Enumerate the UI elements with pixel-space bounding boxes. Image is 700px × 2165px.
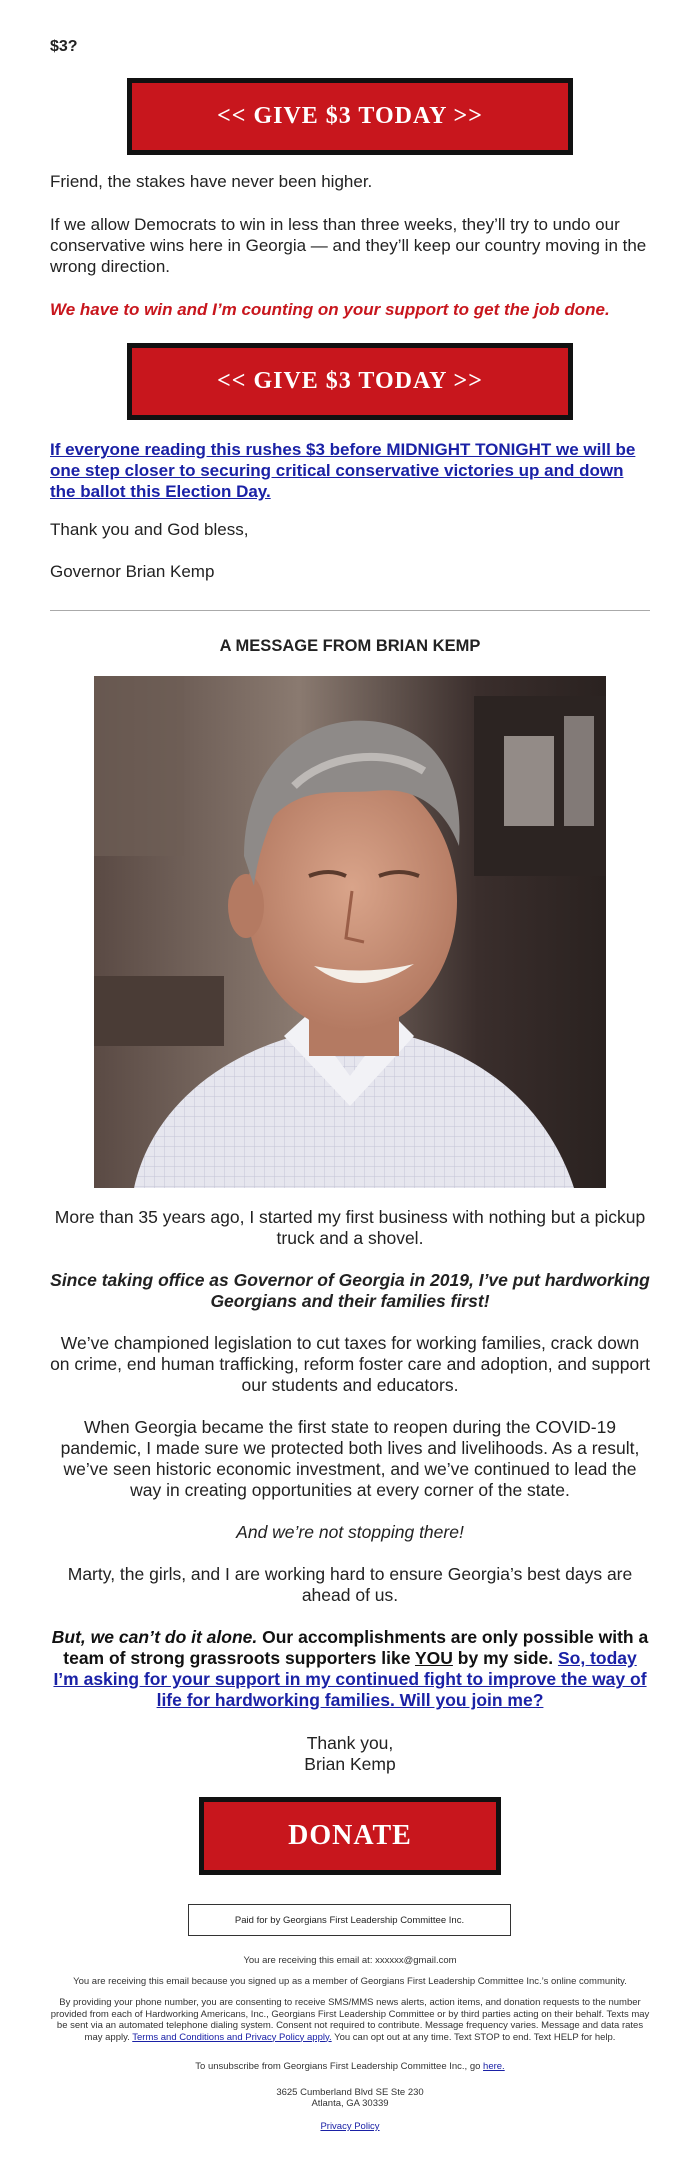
thanks-text: Thank you and God bless, [50,520,249,539]
unsubscribe-text: To unsubscribe from Georgians First Leadership Committee Inc., go [195,2061,484,2072]
paid-for-text: Paid for by Georgians First Leadership Committee Inc. [234,1914,465,1926]
cant-do-it-alone-text: But, we can’t do it alone. [51,1627,258,1647]
address-line-1: 3625 Cumberland Blvd SE Ste 230 [276,2087,424,2098]
give-3-button-top[interactable]: << GIVE $3 TODAY >> [127,78,573,155]
midnight-link[interactable]: If everyone reading this rushes $3 before MIDNIGHT TONIGHT we will be one step closer to securing critical conservative victories up and down the ballot this Election Day. [50,440,636,501]
not-stopping-text: And we’re not stopping there! [236,1522,464,1542]
closing-name: Brian Kemp [304,1754,396,1774]
accomplishments-text: Our accomplishments are only possible with a team of strong grassroots supporters like [63,1627,649,1668]
first-business-paragraph: More than 35 years ago, I started my first business with nothing but a pickup truck and a shovel. [54,1207,646,1248]
opt-out-text: You can opt out at any time. Text STOP to end. Text HELP for help. [331,2031,616,2043]
covid-paragraph: When Georgia became the first state to reopen during the COVID-19 pandemic, I made sure we protected both lives and livelihoods. As a result, we’ve seen historic economic investment, and we’ve continued to lead the way in creating opportunities at every corner of the state. [60,1417,640,1500]
counting-on-you-text: We have to win and I’m counting on your support to get the job done. [50,300,610,319]
greeting-text: Friend, the stakes have never been higher. [50,172,373,191]
closing-thanks: Thank you, [306,1733,394,1753]
privacy-policy-row [50,2121,650,2133]
amount-heading: $3? [50,38,78,55]
privacy-policy-link[interactable]: Privacy Policy [320,2121,380,2132]
support-appeal-paragraph [50,1627,650,1711]
address-line-2: Atlanta, GA 30339 [311,2098,389,2109]
divider [50,610,650,611]
unsubscribe-paragraph [50,2061,650,2073]
sms-consent-paragraph [50,1997,650,2043]
by-my-side-text: by my side. [452,1648,558,1668]
you-text: YOU [414,1648,453,1668]
signed-up-text: You are receiving this email because you signed up as a member of Georgians First Leadership Committee Inc.’s online community. [73,1976,627,1987]
signature-text: Governor Brian Kemp [50,562,215,581]
governor-first-paragraph: Since taking office as Governor of Georgia in 2019, I’ve put hardworking Georgians and their families first! [50,1270,650,1311]
paid-for-box [188,1904,511,1936]
message-heading: A MESSAGE FROM BRIAN KEMP [219,637,481,655]
receiving-email-text: You are receiving this email at: xxxxxx@gmail.com [243,1955,457,1966]
sms-consent-text: By providing your phone number, you are consenting to receive SMS/MMS news alerts, action items, and donation requests to the number provided from each of Hardworking Americans, Inc., Georgians First Leadership Committee or by third parties acting on their behalf. Texts may be sent via an automated telephone dialing system. Consent not required to contribute. Message frequency varies. Message and data rates may apply. [50,1997,650,2043]
donate-button[interactable]: DONATE [199,1797,501,1875]
best-days-paragraph: Marty, the girls, and I are working hard to ensure Georgia’s best days are ahead of us. [67,1564,633,1605]
join-me-link[interactable]: So, today I’m asking for your support in my continued fight to improve the way of life for hardworking families. Will you join me? [53,1648,647,1710]
stakes-paragraph: If we allow Democrats to win in less than three weeks, they’ll try to undo our conservative wins here in Georgia — and they’ll keep our country moving in the wrong direction. [50,215,647,276]
terms-privacy-link[interactable]: Terms and Conditions and Privacy Policy apply. [132,2031,332,2043]
unsubscribe-link[interactable]: here. [483,2061,505,2072]
give-3-button-middle[interactable]: << GIVE $3 TODAY >> [127,343,573,420]
brian-kemp-photo [94,676,606,1188]
legislation-paragraph: We’ve championed legislation to cut taxes for working families, crack down on crime, end human trafficking, reform foster care and adoption, and support our students and educators. [50,1333,650,1395]
